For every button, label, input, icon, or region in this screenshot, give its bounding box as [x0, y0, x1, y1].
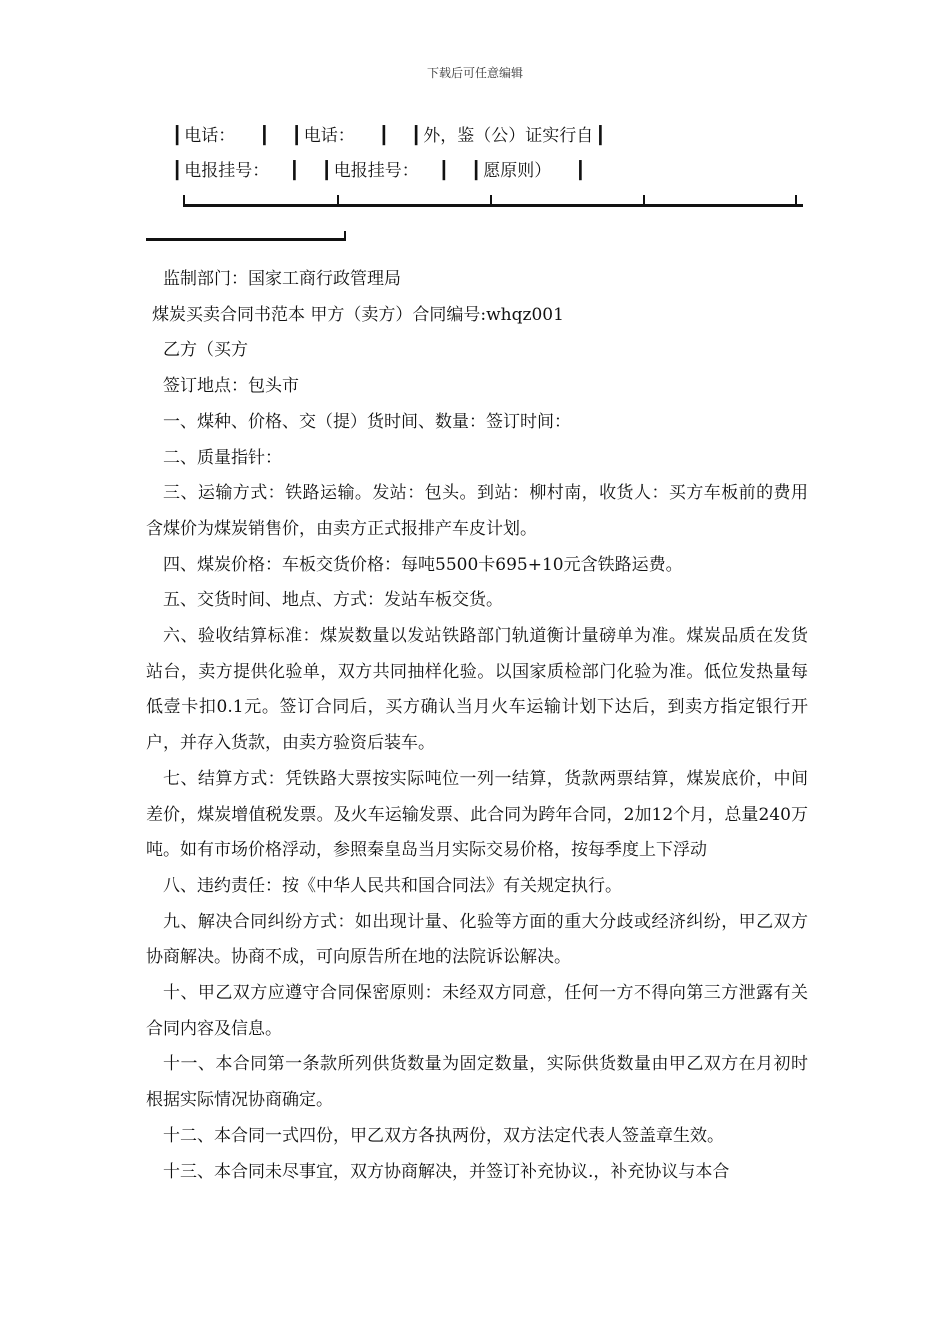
clause-12: 十二、本合同一式四份，甲乙双方各执两份，双方法定代表人签盖章生效。	[163, 1125, 724, 1146]
table-cell: 电报挂号：	[184, 161, 270, 181]
party-b-line: 乙方（买方	[163, 340, 248, 361]
table-border: ┃	[289, 161, 300, 181]
table-row-phone	[170, 123, 608, 149]
table-rule-tick	[337, 195, 339, 205]
table-cell: 愿原则）	[483, 161, 552, 181]
clause-4: 四、煤炭价格：车板交货价格：每吨5500卡695+10元含铁路运费。	[163, 554, 683, 575]
signing-place: 签订地点：包头市	[163, 376, 299, 397]
supervising-department: 监制部门：国家工商行政管理局	[163, 269, 401, 289]
table-rule-tick	[490, 195, 492, 205]
table-border: ┃	[172, 161, 183, 181]
clause-6: 六、验收结算标准：煤炭数量以发站铁路部门轨道衡计量磅单为准。煤炭品质在发货站台，卖方提供化验单，双方共同抽样化验。以国家质检部门化验为准。低位发热量每低壹卡扣0.1元。签订合同后，买方确认当月火车运输计划下达后，到卖方指定银行开户，并存入货款，由卖方验资后装车。	[146, 626, 808, 754]
clause-10: 十、甲乙双方应遵守合同保密原则：未经双方同意，任何一方不得向第三方泄露有关合同内容及信息。	[146, 983, 808, 1039]
clause-2: 二、质量指针：	[163, 447, 282, 468]
table-row-telegraph	[170, 158, 588, 184]
table-border: ┃	[259, 126, 270, 146]
table-rule-tick	[183, 195, 185, 205]
table-rule-tick	[795, 195, 797, 205]
clause-11: 十一、本合同第一条款所列供货数量为固定数量，实际供货数量由甲乙双方在月初时根据实际情况协商确定。	[146, 1054, 808, 1111]
table-rule-tick	[643, 195, 645, 205]
table-border: ┃	[438, 161, 449, 181]
table-border: ┃	[575, 161, 586, 181]
clause-1: 一、煤种、价格、交（提）货时间、数量：签订时间：	[163, 411, 571, 432]
table-border: ┃	[321, 161, 332, 181]
clause-13: 十三、本合同未尽事宜，双方协商解决，并签订补充协议.，补充协议与本合	[163, 1161, 730, 1182]
clause-3: 三、运输方式：铁路运输。发站：包头。到站：柳村南，收货人：买方车板前的费用含煤价为煤炭销售价，由卖方正式报排产车皮计划。	[146, 483, 808, 539]
table-border: ┃	[172, 126, 183, 146]
contract-body	[146, 262, 808, 1190]
table-cell: 电话：	[303, 126, 355, 146]
table-border: ┃	[411, 126, 422, 146]
header-note: 下载后可任意编辑	[426, 66, 523, 80]
clause-9: 九、解决合同纠纷方式：如出现计量、化验等方面的重大分歧或经济纠纷，甲乙双方协商解决。协商不成，可向原告所在地的法院诉讼解决。	[146, 911, 808, 968]
table-bottom-rule-continued	[146, 238, 346, 241]
table-rule-tick	[344, 231, 346, 240]
table-cell: 电话：	[184, 126, 236, 146]
table-cell: 电报挂号：	[333, 161, 419, 181]
clause-7: 七、结算方式：凭铁路大票按实际吨位一列一结算，货款两票结算，煤炭底价，中间差价，煤炭增值税发票。及火车运输发票、此合同为跨年合同，2加12个月，总量240万吨。如有市场价格浮动，参照秦皇岛当月实际交易价格，按每季度上下浮动	[146, 768, 808, 861]
table-border: ┃	[291, 126, 302, 146]
table-bottom-rule	[183, 204, 803, 207]
table-border: ┃	[378, 126, 389, 146]
clause-5: 五、交货时间、地点、方式：发站车板交货。	[163, 590, 503, 611]
table-border: ┃	[595, 126, 606, 146]
table-border: ┃	[471, 161, 482, 181]
table-cell: 外，鉴（公）证实行自	[423, 126, 594, 146]
clause-8: 八、违约责任：按《中华人民共和国合同法》有关规定执行。	[163, 875, 622, 896]
contract-title-line: 煤炭买卖合同书范本 甲方（卖方）合同编号:whqz001	[152, 304, 564, 325]
